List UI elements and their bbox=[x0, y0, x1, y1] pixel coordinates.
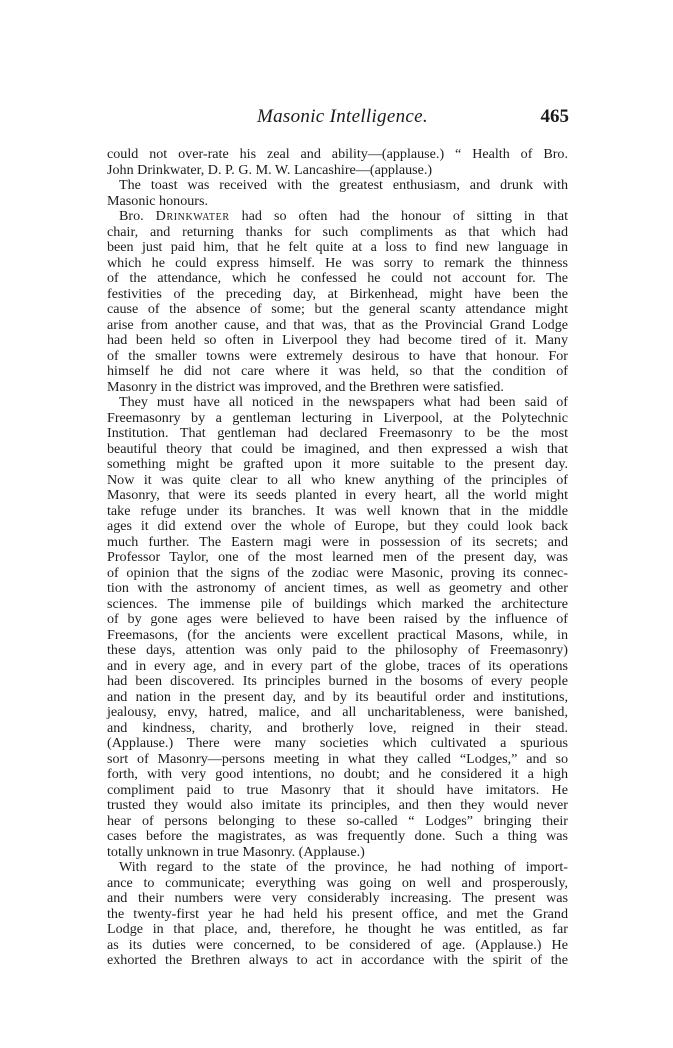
page-number: 465 bbox=[540, 106, 569, 127]
text-line: Freemasonry by a gentleman lecturing in Liverpool, at the Polytechnic bbox=[107, 409, 568, 426]
text-line: Now it was quite clear to all who knew anything of the principles of bbox=[107, 471, 568, 488]
article-body bbox=[107, 147, 568, 969]
text-line: ance to communicate; everything was going on well and prosperously, bbox=[107, 874, 568, 891]
text-line: ages it did extend over the whole of Europe, but they could look back bbox=[107, 518, 568, 534]
text-line: which he could express himself. He was sorry to remark the thinness bbox=[107, 254, 568, 271]
text-line: sciences. The immense pile of buildings which marked the architecture bbox=[107, 595, 568, 612]
text-line: had been discovered. Its principles burned in the bosoms of every people bbox=[107, 673, 568, 689]
text-line: and their numbers were very considerably increasing. The present was bbox=[107, 890, 568, 906]
text-line: the twenty-first year he had held his present office, and met the Grand bbox=[107, 905, 568, 922]
text-line: cases before the magistrates, as was frequently done. Such a thing was bbox=[107, 828, 568, 844]
text-line: something might be grafted upon it more suitable to the present day. bbox=[107, 456, 568, 472]
text-line: totally unknown in true Masonry. (Applause.) bbox=[107, 843, 365, 860]
text-line: sort of Masonry—persons meeting in what they called “Lodges,” and so bbox=[107, 750, 568, 767]
text-line: exhorted the Brethren always to act in accordance with the spirit of the bbox=[107, 952, 568, 968]
text-line: take refuge under its branches. It was well known that in the middle bbox=[107, 502, 568, 519]
text-line: Freemasons, (for the ancients were excellent practical Masons, while, in bbox=[107, 626, 568, 643]
text-line: cause of the absence of some; but the general scanty attendance might bbox=[107, 301, 568, 317]
speaker-name: Drinkwater bbox=[155, 208, 230, 224]
text-line: and nation in the present day, and by its beautiful order and institutions, bbox=[107, 688, 568, 705]
text-line: could not over-rate his zeal and ability—(applause.) “ Health of Bro. bbox=[107, 146, 568, 162]
text-line: Masonry in the district was improved, and the Brethren were satisfied. bbox=[107, 378, 504, 395]
text-line: John Drinkwater, D. P. G. M. W. Lancashire—(applause.) bbox=[107, 161, 433, 178]
text-line: hear of persons belonging to these so-called “ Lodges” bringing their bbox=[107, 812, 568, 829]
text-line: Masonic honours. bbox=[107, 192, 208, 209]
text-line: of the attendance, which he confessed he could not account for. The bbox=[107, 270, 568, 286]
text-line: and in every age, and in every part of the globe, traces of its operations bbox=[107, 657, 568, 674]
text-line: Institution. That gentleman had declared Freemasonry to be the most bbox=[107, 425, 568, 441]
text-line: compliment paid to true Masonry that it should have imitators. He bbox=[107, 781, 568, 798]
text-line: Professor Taylor, one of the most learned men of the present day, was bbox=[107, 549, 568, 565]
text-line-rest: had so often had the honour of sitting in that bbox=[241, 208, 568, 224]
text-line: trusted they would also imitate its principles, and then they would never bbox=[107, 797, 568, 813]
text-line: arise from another cause, and that was, that as the Provincial Grand Lodge bbox=[107, 316, 568, 333]
text-line: With regard to the state of the province, he had nothing of import- bbox=[119, 859, 568, 875]
text-line: chair, and returning thanks for such compliments as that which had bbox=[107, 223, 568, 240]
text-line: jealousy, envy, hatred, malice, and all uncharitableness, were banished, bbox=[107, 704, 568, 720]
text-line: festivities of the preceding day, at Birkenhead, might have been the bbox=[107, 285, 568, 302]
running-head bbox=[107, 106, 569, 132]
text-line: these days, attention was only paid to the philosophy of Freemasonry) bbox=[107, 642, 568, 658]
text-line: much further. The Eastern magi were in possession of its secrets; and bbox=[107, 533, 568, 550]
text-line: himself he did not care where it was held, so that the condition of bbox=[107, 363, 568, 379]
text-line: and kindness, charity, and brotherly love, reigned in their stead. bbox=[107, 719, 568, 736]
text-line: of opinion that the signs of the zodiac were Masonic, proving its connec- bbox=[107, 564, 568, 581]
text-line: been just paid him, that he felt quite at a loss to find new language in bbox=[107, 239, 568, 255]
text-line: as its duties were concerned, to be considered of age. (Applause.) He bbox=[107, 936, 568, 953]
speaker-title: Bro. bbox=[119, 208, 144, 224]
text-line: The toast was received with the greatest enthusiasm, and drunk with bbox=[119, 177, 568, 193]
text-line bbox=[107, 209, 568, 225]
text-line: (Applause.) There were many societies which cultivated a spurious bbox=[107, 735, 568, 751]
text-line: They must have all noticed in the newspapers what had been said of bbox=[119, 394, 568, 410]
text-line: forth, with very good intentions, no doubt; and he considered it a high bbox=[107, 766, 568, 782]
running-title: Masonic Intelligence. bbox=[257, 106, 428, 127]
text-line: tion with the astronomy of ancient times, as well as geometry and other bbox=[107, 580, 568, 596]
text-line: of the smaller towns were extremely desirous to have that honour. For bbox=[107, 347, 568, 364]
text-line: beautiful theory that could be imagined, and then expressed a wish that bbox=[107, 440, 568, 457]
text-line: Lodge in that place, and, therefore, he thought he was entitled, as far bbox=[107, 921, 568, 937]
text-line: had been held so often in Liverpool they had become tired of it. Many bbox=[107, 332, 568, 348]
text-line: of by gone ages were believed to have been raised by the influence of bbox=[107, 611, 568, 627]
text-line: Masonry, that were its seeds planted in every heart, all the world might bbox=[107, 487, 568, 503]
